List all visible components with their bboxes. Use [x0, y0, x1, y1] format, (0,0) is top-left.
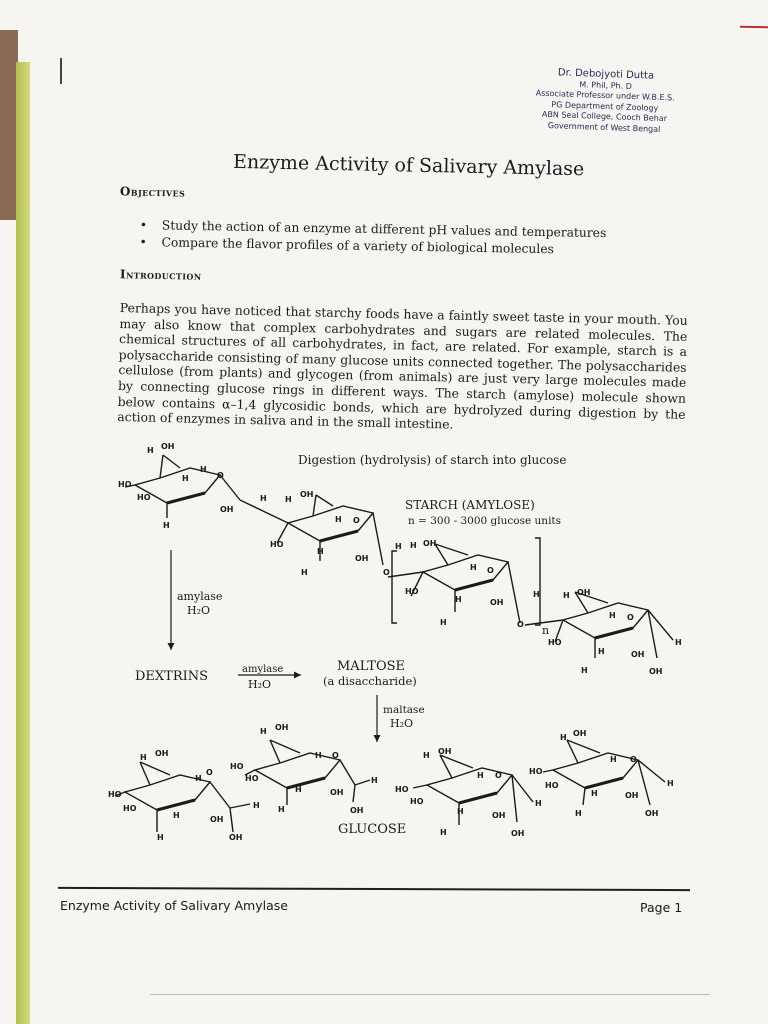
dextrins-label: DEXTRINS — [135, 669, 209, 684]
atom-label: OH — [330, 788, 344, 797]
atom-label: HO — [245, 774, 259, 783]
atom-label: OH — [625, 791, 639, 800]
atom-label: OH — [423, 539, 437, 548]
footer-title: Enzyme Activity of Salivary Amylase — [60, 898, 288, 913]
atom-label: H — [260, 494, 267, 503]
objective-item: • Compare the flavor profiles of a variety of biological molecules — [139, 234, 606, 259]
atom-label: H — [440, 828, 447, 837]
glucose-ring — [555, 592, 673, 658]
atom-label: H — [535, 799, 542, 808]
repeat-n-label: n — [542, 624, 550, 637]
atom-label: H — [335, 515, 342, 524]
atom-label: H — [609, 611, 616, 620]
atom-label: OH — [511, 829, 525, 838]
water-label-2: H₂O — [248, 678, 272, 691]
water-label-3: H₂O — [390, 717, 414, 730]
atom-label: OH — [645, 809, 659, 818]
atom-label: OH — [573, 729, 587, 738]
atom-label: H — [667, 779, 674, 788]
maltase-label: maltase — [383, 704, 425, 716]
atom-label: OH — [229, 833, 243, 842]
atom-label: O — [630, 755, 637, 764]
atom-label: OH — [577, 588, 591, 597]
atom-label: HO — [123, 804, 137, 813]
page-edge-line — [150, 994, 710, 995]
atom-label: H — [598, 647, 605, 656]
atom-label: H — [563, 591, 570, 600]
water-label-1: H₂O — [187, 604, 211, 617]
atom-label: H — [440, 618, 447, 627]
amylase-label-1: amylase — [177, 590, 223, 603]
objectives-list — [139, 217, 606, 259]
atom-label: OH — [355, 554, 369, 563]
atom-label: H — [315, 751, 322, 760]
atom-label: H — [457, 807, 464, 816]
atom-label: OH — [438, 747, 452, 756]
atom-label: HO — [137, 493, 151, 502]
starch-digestion-diagram — [105, 440, 705, 860]
atom-label: H — [173, 811, 180, 820]
maltose-note: (a disaccharide) — [323, 674, 417, 688]
glucose-ring — [392, 538, 563, 625]
objective-item: • Study the action of an enzyme at different pH values and temperatures — [140, 217, 607, 242]
glucose-label: GLUCOSE — [338, 822, 407, 837]
atom-label: OH — [350, 806, 364, 815]
atom-label: H — [470, 563, 477, 572]
atom-label: H — [410, 541, 417, 550]
atom-label: H — [317, 547, 324, 556]
atom-label: OH — [490, 598, 504, 607]
atom-label: HO — [529, 767, 543, 776]
objectives-heading: Objectives — [119, 184, 186, 200]
atom-label: H — [253, 801, 260, 810]
maltose-label: MALTOSE — [337, 659, 405, 674]
author-college: ABN Seal College, Cooch Behar — [541, 109, 668, 124]
author-name: Dr. Debojyoti Dutta — [557, 67, 655, 82]
glucose-ring — [277, 495, 423, 577]
atom-label: HO — [545, 781, 559, 790]
atom-label: OH — [210, 815, 224, 824]
atom-label: H — [395, 542, 402, 551]
glucose-ring — [543, 740, 665, 805]
atom-label: H — [163, 521, 170, 530]
atom-label: H — [533, 590, 540, 599]
atom-label: H — [260, 727, 267, 736]
atom-label: O — [217, 471, 224, 480]
author-position: Associate Professor under W.B.E.S. — [535, 88, 675, 103]
atom-label: HO — [410, 797, 424, 806]
atom-label: OH — [220, 505, 234, 514]
glucose-ring — [245, 740, 370, 805]
green-edge-strip — [16, 62, 30, 1024]
atom-label: O — [206, 768, 213, 777]
atom-label: H — [581, 666, 588, 675]
atom-label: HO — [405, 587, 419, 596]
atom-label: O — [627, 613, 634, 622]
atom-label: H — [675, 638, 682, 647]
author-government: Government of West Bengal — [547, 120, 661, 134]
atom-label: HO — [108, 790, 122, 799]
atom-label: HO — [270, 540, 284, 549]
atom-label: H — [423, 751, 430, 760]
author-degrees: M. Phil, Ph. D — [579, 79, 632, 91]
atom-label: H — [182, 474, 189, 483]
starch-label: STARCH (AMYLOSE) — [405, 498, 535, 512]
atom-label: H — [200, 465, 207, 474]
introduction-heading: Introduction — [119, 267, 202, 283]
atom-label: H — [371, 776, 378, 785]
atom-label: OH — [492, 811, 506, 820]
atom-label: O — [332, 751, 339, 760]
amylase-label-2: amylase — [242, 664, 284, 675]
author-stamp — [514, 67, 696, 136]
atom-label: OH — [275, 723, 289, 732]
page-title: Enzyme Activity of Salivary Amylase — [232, 150, 585, 181]
atom-label: HO — [548, 638, 562, 647]
atom-label: O — [383, 568, 390, 577]
atom-label: OH — [300, 490, 314, 499]
introduction-paragraph: Perhaps you have noticed that starchy foods have a faintly sweet taste in your mouth. You may also know that complex carbohydrates and sugars are related molecules. The chemical structures of all carbohydrates, in fact, are related. For example, starch is a polysaccharide consisting of many glucose units connected together. The polysaccharides cellulose (from plants) and glycogen (from animals) are just very large molecules made by connecting glucose rings in different ways. The starch (amylose) molecule shown below contains α–1,4 glycosidic bonds, which are hydrolyzed during digestion by the action of enzymes in saliva and in the small intestine. — [117, 300, 688, 432]
atom-label: H — [560, 733, 567, 742]
starch-units: n = 300 - 3000 glucose units — [408, 515, 562, 527]
atom-label: H — [301, 568, 308, 577]
footer-divider — [58, 887, 690, 891]
atom-label: H — [157, 833, 164, 842]
author-department: PG Department of Zoology — [551, 99, 659, 113]
page-number: Page 1 — [640, 900, 683, 915]
atom-label: OH — [649, 667, 663, 676]
atom-label: H — [147, 446, 154, 455]
glucose-ring — [413, 755, 533, 825]
atom-label: H — [140, 753, 147, 762]
atom-label: HO — [395, 785, 409, 794]
atom-label: H — [477, 771, 484, 780]
glucose-ring — [115, 762, 250, 832]
atom-label: HO — [230, 762, 244, 771]
atom-label: H — [455, 595, 462, 604]
atom-label: OH — [155, 749, 169, 758]
atom-label: H — [195, 774, 202, 783]
top-edge-mark — [740, 26, 768, 28]
atom-label: O — [487, 566, 494, 575]
atom-label: O — [517, 620, 524, 629]
atom-label: H — [591, 789, 598, 798]
atom-label: O — [495, 771, 502, 780]
atom-label: H — [575, 809, 582, 818]
atom-label: H — [278, 805, 285, 814]
margin-mark — [60, 58, 62, 84]
atom-label: H — [610, 755, 617, 764]
atom-label: O — [353, 516, 360, 525]
atom-label: H — [285, 495, 292, 504]
atom-label: HO — [118, 480, 132, 489]
atom-label: OH — [631, 650, 645, 659]
atom-label: H — [295, 785, 302, 794]
atom-label: OH — [161, 442, 175, 451]
diagram-caption: Digestion (hydrolysis) of starch into glucose — [298, 453, 567, 467]
